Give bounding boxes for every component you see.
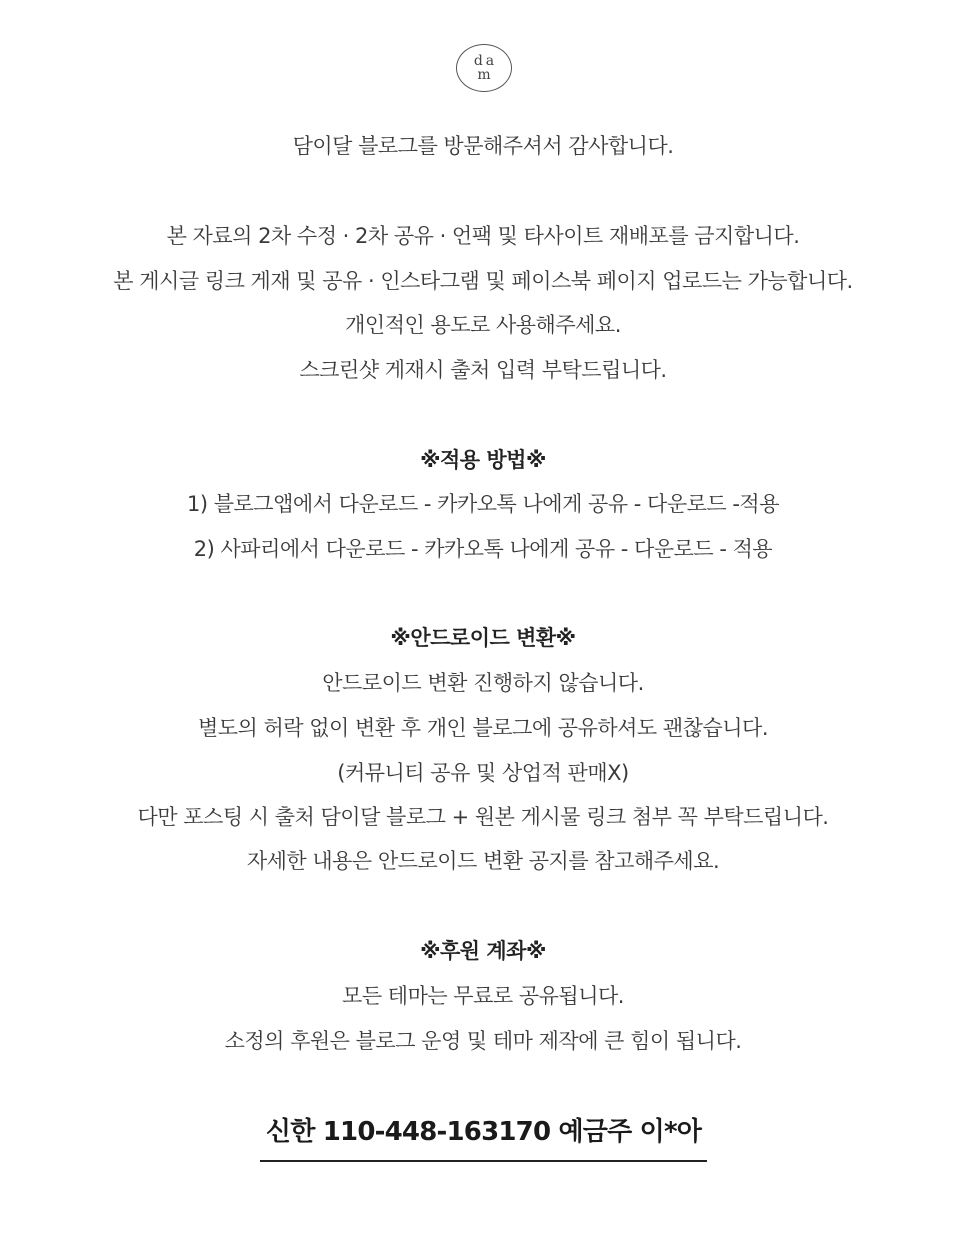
donation-heading: ※후원 계좌※ (420, 939, 546, 963)
android-line: 다만 포스팅 시 출처 담이달 블로그 + 원본 게시물 링크 첨부 꼭 부탁드립니다. (137, 805, 829, 829)
logo-text-bottom: m (477, 67, 491, 83)
android-line: 별도의 허락 없이 변환 후 개인 블로그에 공유하셔도 괜찮습니다. (197, 716, 768, 740)
terms-line: 개인적인 용도로 사용해주세요. (345, 313, 621, 337)
android-line: 자세한 내용은 안드로이드 변환 공지를 참고해주세요. (246, 849, 720, 873)
android-line: 안드로이드 변환 진행하지 않습니다. (322, 671, 644, 695)
greeting-text: 담이달 블로그를 방문해주셔서 감사합니다. (292, 134, 674, 158)
android-line: (커뮤니티 공유 및 상업적 판매X) (337, 761, 629, 785)
apply-line: 2) 사파리에서 다운로드 - 카카오톡 나에게 공유 - 다운로드 - 적용 (193, 537, 773, 561)
donation-line: 소정의 후원은 블로그 운영 및 테마 제작에 큰 힘이 됩니다. (224, 1029, 742, 1053)
terms-line: 스크린샷 게재시 출처 입력 부탁드립니다. (299, 358, 667, 382)
dam-logo (456, 44, 512, 92)
apply-heading: ※적용 방법※ (420, 448, 546, 472)
terms-line: 본 자료의 2차 수정 · 2차 공유 · 언팩 및 타사이트 재배포를 금지합니다. (166, 224, 800, 248)
logo-text-top: da (473, 53, 498, 69)
donation-line: 모든 테마는 무료로 공유됩니다. (342, 984, 624, 1008)
bank-account-info: 신한 110-448-163170 예금주 이*아 (260, 1114, 707, 1162)
terms-line: 본 게시글 링크 게재 및 공유 · 인스타그램 및 페이스북 페이지 업로드는 가능합니다. (113, 269, 853, 293)
android-heading: ※안드로이드 변환※ (390, 626, 576, 650)
apply-line: 1) 블로그앱에서 다운로드 - 카카오톡 나에게 공유 - 다운로드 -적용 (186, 492, 779, 516)
